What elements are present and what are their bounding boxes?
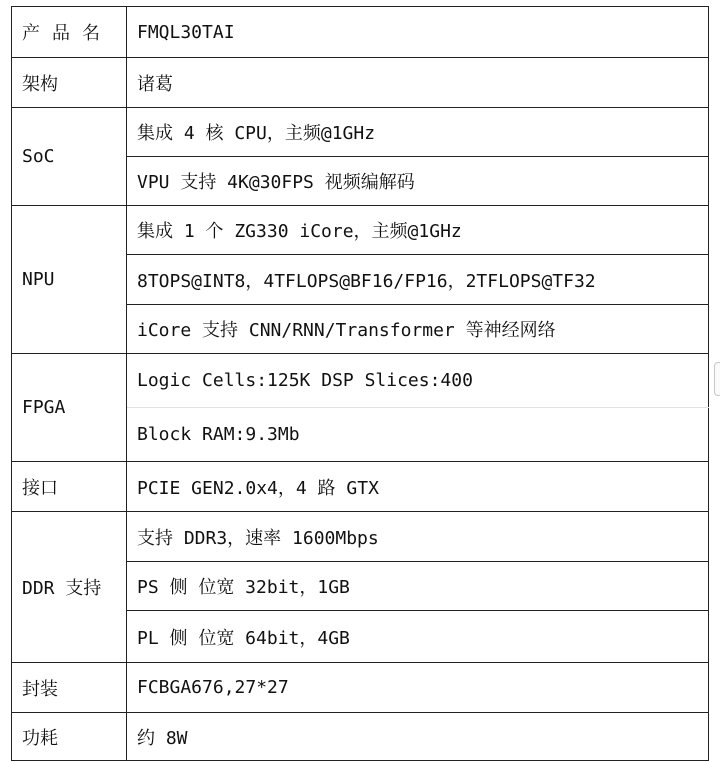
row-value: PL 侧 位宽 64bit，4GB: [127, 611, 709, 663]
row-label-package: 封装: [12, 663, 127, 713]
row-value: Logic Cells:125K DSP Slices:400: [127, 354, 709, 408]
table-row: [12, 206, 709, 255]
row-value: 支持 DDR3，速率 1600Mbps: [127, 512, 709, 562]
table-row: [12, 354, 709, 408]
row-value: 集成 1 个 ZG330 iCore，主频@1GHz: [127, 206, 709, 255]
table-row: [12, 58, 709, 108]
table-row: [12, 462, 709, 512]
scroll-edge-handle[interactable]: [714, 362, 720, 396]
table-row: [12, 713, 709, 761]
row-value: PCIE GEN2.0x4，4 路 GTX: [127, 462, 709, 512]
row-value: 8TOPS@INT8，4TFLOPS@BF16/FP16，2TFLOPS@TF32: [127, 255, 709, 305]
row-value: FCBGA676,27*27: [127, 663, 709, 713]
row-value: 集成 4 核 CPU，主频@1GHz: [127, 108, 709, 157]
row-value: iCore 支持 CNN/RNN/Transformer 等神经网络: [127, 305, 709, 354]
row-value: VPU 支持 4K@30FPS 视频编解码: [127, 157, 709, 206]
row-label-product-name: 产品名: [12, 7, 127, 58]
row-value: Block RAM:9.3Mb: [127, 408, 709, 462]
spec-table: [11, 6, 709, 761]
row-label-soc: SoC: [12, 108, 127, 206]
table-row: [12, 663, 709, 713]
row-label-interface: 接口: [12, 462, 127, 512]
row-value: PS 侧 位宽 32bit，1GB: [127, 562, 709, 611]
row-label-ddr: DDR 支持: [12, 512, 127, 663]
row-value: 约 8W: [127, 713, 709, 761]
row-label-npu: NPU: [12, 206, 127, 354]
row-value: 诸葛: [127, 58, 709, 108]
row-value: FMQL30TAI: [127, 7, 709, 58]
row-label-power: 功耗: [12, 713, 127, 761]
table-row: [12, 108, 709, 157]
table-row: [12, 512, 709, 562]
row-label-fpga: FPGA: [12, 354, 127, 462]
row-label-architecture: 架构: [12, 58, 127, 108]
table-row: [12, 7, 709, 58]
